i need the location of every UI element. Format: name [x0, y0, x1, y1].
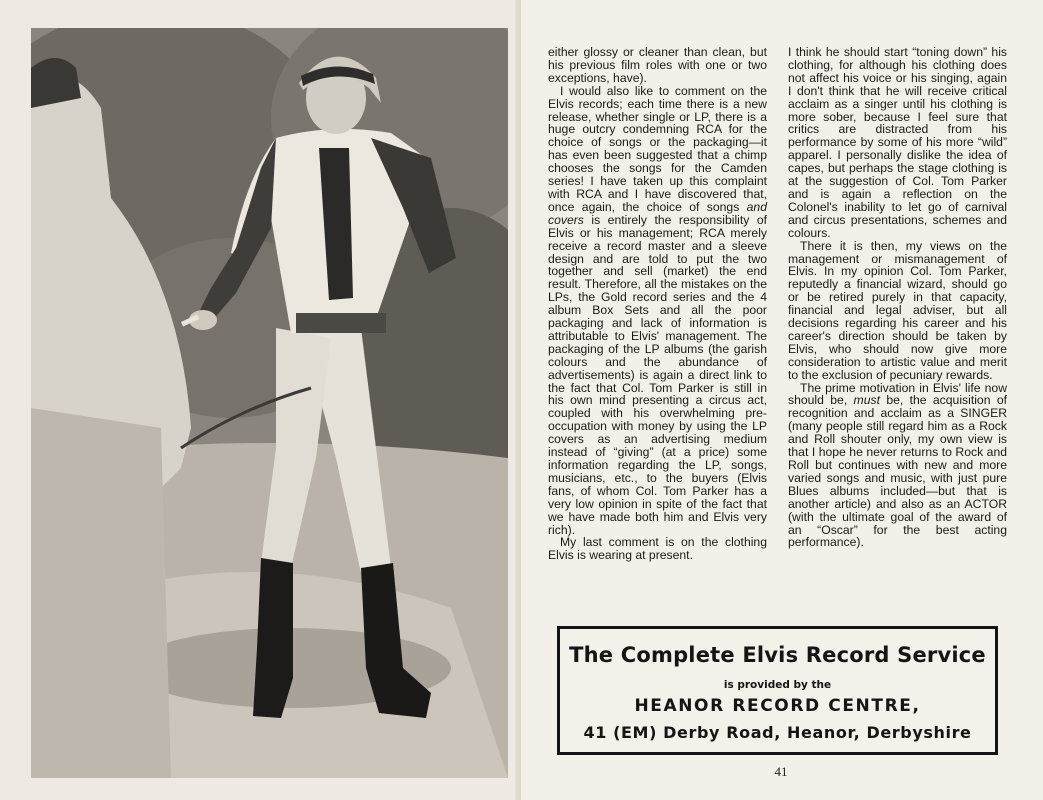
ad-address: 41 (EM) Derby Road, Heanor, Derbyshire [583, 723, 972, 742]
col1-paragraph-2 [548, 85, 767, 537]
col1-paragraph-3: My last comment is on the clothing Elvis is wearing at present. [548, 535, 767, 563]
ad-shop-name: HEANOR RECORD CENTRE, [634, 696, 921, 716]
col1-paragraph-2-part-a: I would also like to comment on the Elvis records; each time there is a new release, whether single or LP, there is a huge outcry condemning RCA for the choice of songs or the packaging—it has even been suggested that a chimp chooses the songs for the Camden series! I have taken up this complaint with RCA and I have discovered that, once again, the choice of songs [548, 83, 767, 214]
film-still-photo [31, 28, 508, 778]
photo-illustration-icon [31, 28, 508, 778]
col2-paragraph-1: I think he should start “toning down” his clothing, for although his clothing does not affect his voice or his singing, again I don't think that he will receive critical acclaim as a singer until his clothing is more sober, because I feel sure that critics are distracted from his performance by some of his more “wild” apparel. I personally dislike the idea of capes, but perhaps the stage clothing is at the suggestion of Col. Tom Parker and is again a reflection on the Colonel's inability to let go of carnival and circus presentations, schemes and colours. [788, 45, 1007, 240]
ad-title: The Complete Elvis Record Service [569, 643, 986, 667]
col2-paragraph-3 [788, 382, 1007, 550]
col2-paragraph-3-part-b: be, the acquisition of recognition and acclaim as a SINGER (many people still regard him as a Rock and Roll shouter only, my own view is that I hope he never returns to Rock and Roll but continues with new and more varied songs and music, with just pure Blues albums included—but that is another article) and also as an ACTOR (with the ultimate goal of the award of an “Oscar” for the best acting performance). [788, 393, 1007, 550]
article-body [548, 46, 1008, 618]
col2-paragraph-3-part-a: The prime motivation in Elvis' life now should be, [788, 380, 1007, 408]
advertisement-box [557, 626, 998, 755]
col2-paragraph-3-emphasis: must [853, 393, 880, 408]
ad-subtitle: is provided by the [723, 679, 832, 691]
page-number: 41 [774, 764, 788, 779]
article-column-1 [548, 46, 767, 618]
left-page [0, 0, 521, 800]
article-column-2 [788, 46, 1007, 618]
col1-paragraph-1: either glossy or cleaner than clean, but his previous film roles with one or two exceptions, have). [548, 45, 767, 85]
col1-paragraph-2-part-b: is entirely the responsibility of Elvis or his management; RCA merely receive a record master and a sleeve design and are told to put the two together and sell (market) the end result. Therefore, all the mistakes on the LPs, the Gold record series and the 4 album Box Sets and all the poor packaging and lack of information is attributable to Elvis' management. The packaging of the LP albums (the garish colours and the abundance of advertisements) is again a direct link to the fact that Col. Tom Parker is still in his own mind presenting a circus act, coupled with his overwhelming pre-occupation with money by using the LP covers as an advertising medium instead of “giving” (at a price) some information regarding the LP, songs, musicians, etc., to the buyers (Elvis fans, of whom Col. Tom Parker has a very low opinion in spite of the fact that we have made both him and Elvis very rich). [548, 212, 767, 537]
col1-paragraph-2-emphasis: and covers [548, 199, 767, 227]
col2-paragraph-2: There it is then, my views on the management or mismanagement of Elvis. In my opinion Col. Tom Parker, reputedly a financial wizard, should go or be retired purely in that capacity, financial and legal adviser, but all decisions regarding his career and his career's direction should be taken by Elvis, who should now give more consideration to artistic value and merit to the exclusion of pecuniary rewards. [788, 238, 1007, 382]
